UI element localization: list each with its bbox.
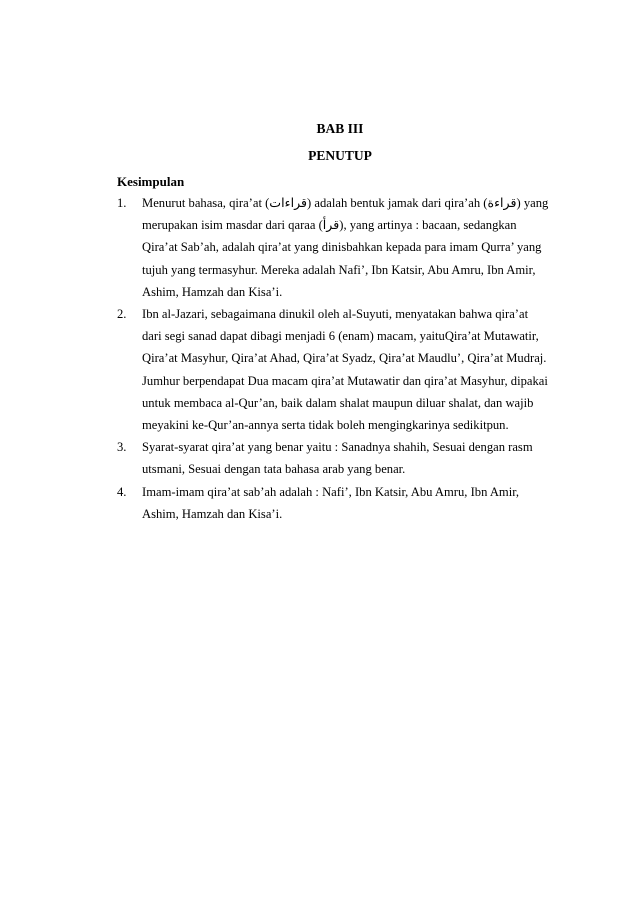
list-item-text: Menurut bahasa, qira’at (قراءات) adalah bentuk jamak dari qira’ah (قراءة) yang merupakan isim masdar dari qaraa (قرأ), yang artinya : bacaan, sedangkan Qira’at Sab’ah, adalah qira’at yang dinisbahkan kepada para imam Qurra’ yang tujuh yang termasyhur. Mereka adalah Nafi’, Ibn Katsir, Abu Amru, Ibn Amir, Ashim, Hamzah dan Kisa’i. bbox=[142, 196, 549, 299]
list-item-number: 2. bbox=[117, 307, 127, 322]
chapter-title: PENUTUP bbox=[308, 148, 372, 163]
list-item-text: Syarat-syarat qira’at yang benar yaitu : Sanadnya shahih, Sesuai dengan rasm utsmani, Sesuai dengan tata bahasa arab yang benar. bbox=[142, 440, 533, 477]
list-item-text: Ibn al-Jazari, sebagaimana dinukil oleh al-Suyuti, menyatakan bahwa qira’at dari segi sanad dapat dibagi menjadi 6 (enam) macam, yaituQira’at Mutawatir, Qira’at Masyhur, Qira’at Ahad, Qira’at Syadz, Qira’at Maudlu’, Qira’at Mudraj. Jumhur berpendapat Dua macam qira’at Mutawatir dan qira’at Masyhur, dipakai untuk membaca al-Qur’an, baik dalam shalat maupun diluar shalat, dan wajib meyakini ke-Qur’an-annya serta tidak boleh mengingkarinya sedikitpun. bbox=[142, 307, 548, 433]
section-label: Kesimpulan bbox=[117, 174, 185, 189]
conclusion-list bbox=[117, 192, 549, 525]
list-item-number: 1. bbox=[117, 196, 127, 210]
list-item-number: 4. bbox=[117, 484, 127, 499]
chapter-number-title: BAB III bbox=[316, 121, 364, 136]
list-item bbox=[117, 481, 549, 525]
list-item bbox=[117, 192, 549, 303]
list-item bbox=[117, 303, 549, 436]
list-item-number: 3. bbox=[117, 440, 127, 455]
list-item bbox=[117, 436, 549, 480]
list-item-text: Imam-imam qira’at sab’ah adalah : Nafi’, Ibn Katsir, Abu Amru, Ibn Amir, Ashim, Hamzah dan Kisa’i. bbox=[142, 484, 520, 521]
